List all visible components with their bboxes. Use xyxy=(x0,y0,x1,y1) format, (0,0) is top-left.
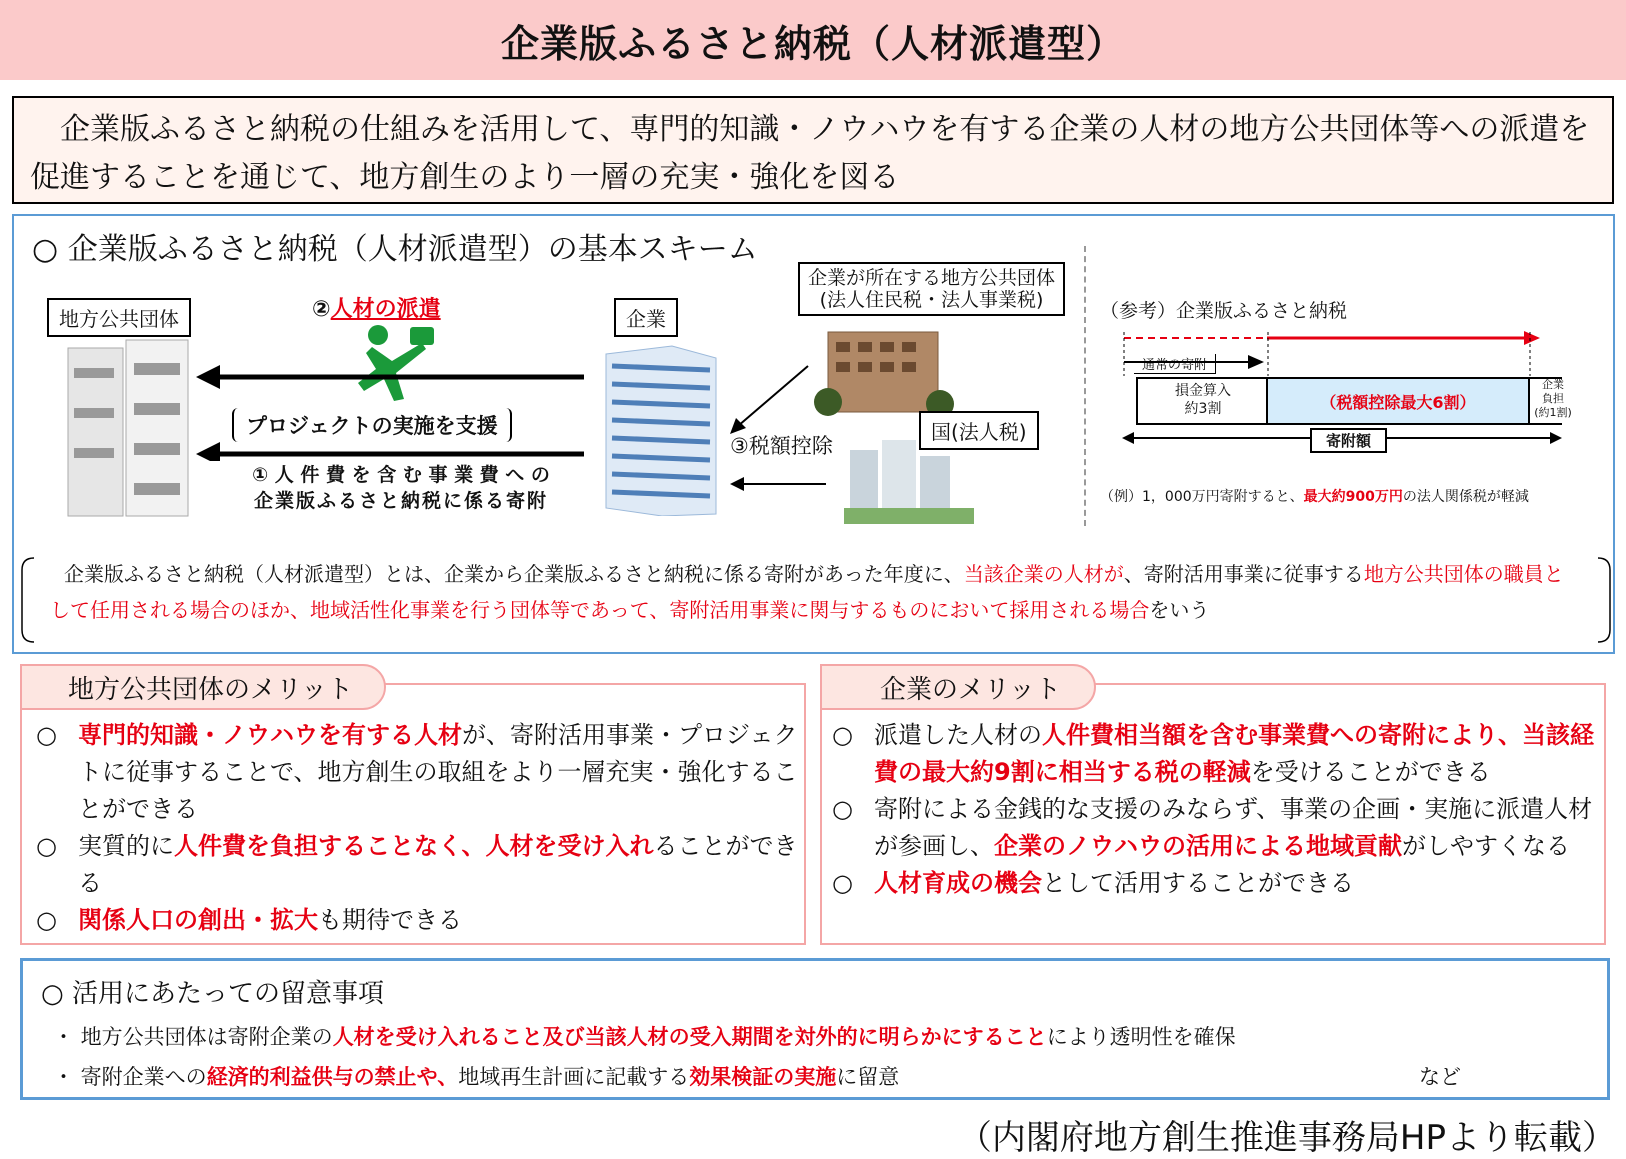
dispatch-text: 人材の派遣 xyxy=(330,297,441,322)
circle-mark: ○ xyxy=(36,832,57,860)
local-i2-red2: 人材を受け入れ xyxy=(485,832,654,860)
definition-text xyxy=(26,556,1606,644)
circle-mark: ○ xyxy=(832,869,853,897)
local-i2-pre: 実質的に xyxy=(78,832,174,860)
company-building-image xyxy=(602,344,720,516)
source-credit: （内閣府地方創生推進事務局HPより転載） xyxy=(957,1118,1616,1158)
list-item xyxy=(36,717,806,828)
list-item xyxy=(36,902,806,939)
definition-p5: をいう xyxy=(1149,598,1210,622)
company-i1-red: 人件費相当額を含む事業費への寄附により、当該経費の最大約9割に相当する税の軽減 xyxy=(874,721,1594,786)
company-i3-rest: として活用することができる xyxy=(1042,869,1354,897)
local-merits-panel xyxy=(20,683,806,945)
circle-mark: ○ xyxy=(36,906,57,934)
normal-donation-label: 通常の寄附 xyxy=(1134,354,1216,374)
donation-line2: 企業版ふるさと納税に係る寄附 xyxy=(253,490,548,512)
company-i2-red: 企業のノウハウの活用による地域貢献 xyxy=(994,832,1402,860)
notes-heading: ○ 活用にあたっての留意事項 xyxy=(41,979,384,1009)
note2-rest: に留意 xyxy=(836,1065,900,1089)
national-tax-label: 国(法人税) xyxy=(919,411,1039,450)
list-item xyxy=(832,791,1602,865)
arrows-to-local-gov xyxy=(194,351,594,461)
circle-mark: ○ xyxy=(832,795,853,823)
company-i3-red: 人材育成の機会 xyxy=(874,869,1042,897)
local-i2-rest: ることができる xyxy=(78,832,798,897)
note1-red: 人材を受け入れること及び当該人材の受入期間を対外的に明らかにすること xyxy=(332,1025,1047,1049)
local-merits-tab: 地方公共団体のメリット xyxy=(20,664,386,710)
company-i2-rest: がしやすくなる xyxy=(1402,832,1570,860)
list-item xyxy=(36,828,806,902)
right-bracket xyxy=(1596,556,1612,644)
local-tax-line1: 企業が所在する地方公共団体 xyxy=(808,267,1056,289)
company-i1-pre: 派遣した人材の xyxy=(874,721,1042,749)
note1-rest: により透明性を確保 xyxy=(1046,1025,1236,1049)
tax-deduction-label: ③税額控除 xyxy=(730,434,833,458)
list-item xyxy=(832,865,1602,902)
tax-credit-text: （税額控除最大6割） xyxy=(1320,393,1476,412)
national-tax-building-image xyxy=(844,438,974,524)
company-i2-pre: 寄附による金銭的な支援のみならず、事業の企画・実施に派遣人材が参画し、 xyxy=(874,795,1593,860)
note2-red1: 経済的利益供与の禁止や、 xyxy=(206,1065,459,1089)
local-i1-red: 専門的知識・ノウハウを有する人材 xyxy=(78,721,462,749)
definition-p4: 地方公共団体の職員として任用される場合のほか、地域活性化事業を行う団体等であって、寄附活用事業に関与するものにおいて採用される場合 xyxy=(50,562,1564,622)
intro-text: 企業版ふるさと納税の仕組みを活用して、専門的知識・ノウハウを有する企業の人材の地方公共団体等への派遣を促進することを通じて、地方創生のより一層の充実・強化を図る xyxy=(30,112,1590,195)
note1-pre: ・ 地方公共団体は寄附企業の xyxy=(53,1025,333,1049)
definition-p1: 企業版ふるさと納税（人材派遣型）とは、企業から企業版ふるさと納税に係る寄附があった年度に、 xyxy=(64,562,964,586)
support-label: プロジェクトの実施を支援 xyxy=(232,408,512,442)
circle-mark: ○ xyxy=(36,721,57,749)
local-gov-building-image xyxy=(64,338,192,518)
definition-p3: 、寄附活用事業に従事する xyxy=(1123,562,1364,586)
example-suffix: の法人関係税が軽減 xyxy=(1402,489,1529,505)
note2-pre: ・ 寄附企業への xyxy=(53,1065,207,1089)
company-burden-text xyxy=(1529,378,1577,420)
circle-mark: ○ xyxy=(832,721,853,749)
example-amount: 最大約900万円 xyxy=(1303,489,1403,505)
note2-etc: など xyxy=(1419,1065,1461,1089)
definition-p2: 当該企業の人材が xyxy=(963,562,1124,586)
reference-title: （参考）企業版ふるさと納税 xyxy=(1100,300,1348,322)
list-item xyxy=(832,717,1602,791)
scheme-divider xyxy=(1084,246,1086,526)
left-bracket xyxy=(20,556,36,644)
local-tax-gov-box xyxy=(798,262,1065,316)
local-gov-label: 地方公共団体 xyxy=(47,298,191,337)
notes-panel xyxy=(20,958,1610,1100)
local-i1-rest: が、寄附活用事業・プロジェクトに従事することで、地方創生の取組をより一層充実・強化することができる xyxy=(78,721,798,823)
local-i3-rest: も期待できる xyxy=(318,906,462,934)
local-merits-list xyxy=(36,717,806,939)
page-title: 企業版ふるさと納税（人材派遣型） xyxy=(500,21,1125,66)
note2-mid: 地域再生計画に記載する xyxy=(458,1065,690,1089)
local-tax-building-image xyxy=(814,324,964,424)
local-tax-line2: (法人住民税・法人事業税) xyxy=(819,289,1044,311)
intro-box xyxy=(12,96,1614,204)
deduction-box-text xyxy=(1138,382,1268,418)
note-1 xyxy=(53,1021,1236,1051)
scheme-heading: ○ 企業版ふるさと納税（人材派遣型）の基本スキーム xyxy=(32,232,758,267)
dispatch-number: ② xyxy=(312,297,331,322)
example-prefix: （例）1，000万円寄附すると、 xyxy=(1100,489,1304,505)
donation-line1: ① 人 件 費 を 含 む 事 業 費 へ の xyxy=(252,464,550,486)
donation-label xyxy=(216,462,586,514)
company-merits-panel xyxy=(820,683,1606,945)
company-merits-list xyxy=(832,717,1602,902)
note-2 xyxy=(53,1061,899,1091)
company-label: 企業 xyxy=(614,298,678,337)
note2-red2: 効果検証の実施 xyxy=(689,1065,837,1089)
local-i2-red1: 人件費を負担することなく、 xyxy=(174,832,486,860)
donation-amount-label: 寄附額 xyxy=(1310,428,1387,453)
burden-line3: (約1割) xyxy=(1534,406,1572,419)
company-i1-rest: を受けることができる xyxy=(1250,758,1491,786)
deduct-line2: 約3割 xyxy=(1184,401,1222,417)
local-i3-red: 関係人口の創出・拡大 xyxy=(78,906,318,934)
dispatch-label xyxy=(312,292,441,323)
deduct-line1: 損金算入 xyxy=(1175,383,1231,399)
burden-line2: 負担 xyxy=(1542,392,1564,405)
reference-example xyxy=(1100,486,1529,506)
burden-line1: 企業 xyxy=(1542,378,1564,391)
title-bar xyxy=(0,0,1626,80)
company-merits-tab: 企業のメリット xyxy=(820,664,1096,710)
